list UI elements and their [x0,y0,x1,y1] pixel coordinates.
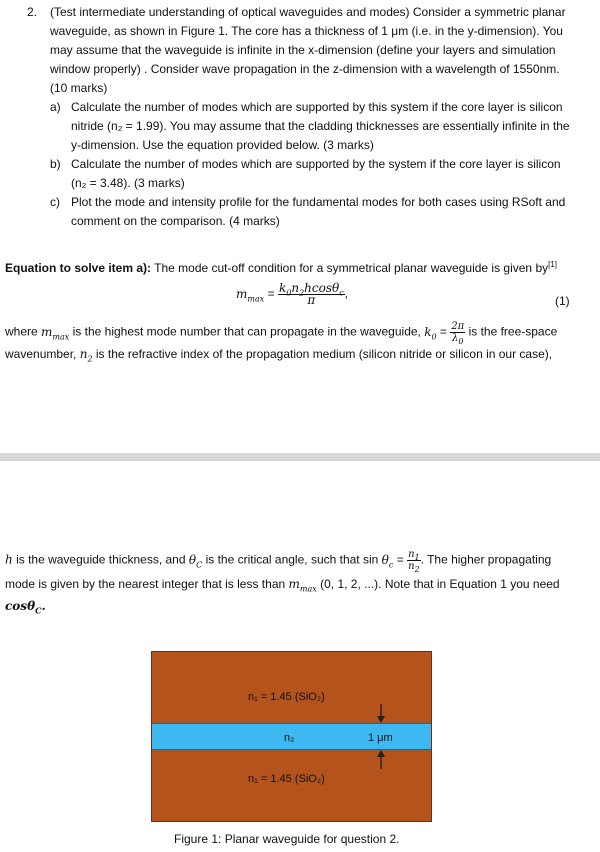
core-layer [152,723,431,750]
equation-number: (1) [555,294,570,308]
part-a-line-2: nitride (n₂ = 1.99). You may assume that the cladding thicknesses are essentially infinite in the [71,119,570,133]
question-line-3: may assume that the waveguide is infinite in the x-dimension (define your layers and simulation [50,43,556,57]
equation-intro-line [5,259,557,278]
part-c-line-2: comment on the comparison. (4 marks) [71,214,280,228]
thickness-label: 1 μm [368,732,393,744]
page-divider [0,453,600,461]
part-b-line-2: (n₂ = 3.48). (3 marks) [71,176,185,190]
part-a-line-3: y-dimension. Use the equation provided below. (3 marks) [71,138,374,152]
part-a-label: a) [50,100,61,114]
where-line: where $m_{max}$ is the highest mode number that can propagate in the waveguide, $k_0$ = $\frac{2\pi}{\lambda_0}$ is the free-space [5,321,558,346]
continuation-line-3: cosθ$_C$. [5,599,46,616]
thickness-arrow-down-icon [374,704,388,724]
equation-1: $m_{max}$ = $\frac{k_0n_2hcos\theta_c}{\pi}$ , [236,281,349,307]
core-label: n₂ [284,732,295,744]
equation-heading: Equation to solve item a): [5,261,152,275]
question-line-1: (Test intermediate understanding of optical waveguides and modes) Consider a symmetric planar [50,5,566,19]
continuation-line-1: h is the waveguide thickness, and $\theta_C$ is the critical angle, such that $\sin \theta_c$ = $\frac{n_1}{n_2}$ . The higher propagating [5,549,552,574]
question-line-2: waveguide, as shown in Figure 1. The core has a thickness of 1 μm (i.e. in the y-dimension). You [50,24,563,38]
part-b-line-1: Calculate the number of modes which are supported by the system if the core layer is silicon [71,157,561,171]
part-c-label: c) [50,195,60,209]
top-cladding-label: n₁ = 1.45 (SiO₂) [248,691,325,703]
part-c-line-1: Plot the mode and intensity profile for the fundamental modes for both cases using RSoft and [71,195,566,209]
equation-intro: The mode cut-off condition for a symmetrical planar waveguide is given by [154,261,549,275]
continuation-line-2: mode is given by the nearest integer that is less than $m_{max}$ (0, 1, 2, ...). Note that in Equation 1 you need [5,577,560,594]
waveguide-diagram [151,651,432,822]
part-a-line-1: Calculate the number of modes which are supported by this system if the core layer is silicon [71,100,563,114]
part-b-label: b) [50,157,61,171]
thickness-arrow-up-icon [374,749,388,769]
question-line-4: window properly) . Consider wave propagation in the z-dimension with a wavelength of 1550nm. [50,62,560,76]
bottom-cladding-label: n₁ = 1.45 (SiO₂) [248,773,325,785]
wavenumber-line: wavenumber, $n_2$ is the refractive index of the propagation medium (silicon nitride or silicon in our case), [5,347,553,364]
question-line-5: (10 marks) [50,81,108,95]
question-number: 2. [27,5,38,19]
reference-marker: [1] [548,260,558,269]
figure-caption: Figure 1: Planar waveguide for question 2. [174,832,400,846]
